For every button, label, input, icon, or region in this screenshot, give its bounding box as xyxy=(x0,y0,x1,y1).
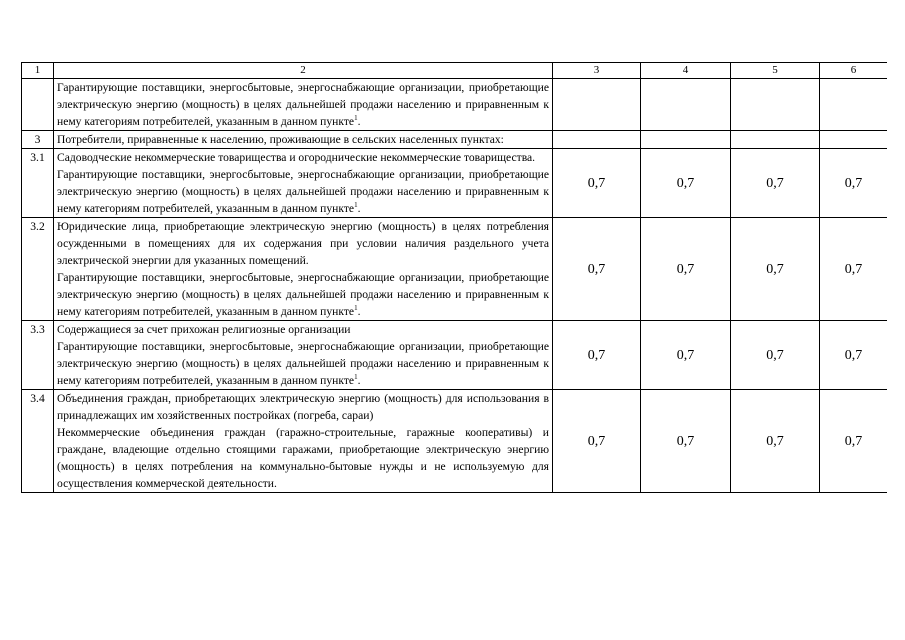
row-description xyxy=(54,79,553,131)
row-number: 3.3 xyxy=(22,321,54,390)
row-number: 3 xyxy=(22,131,54,149)
row-number xyxy=(22,79,54,131)
description-paragraph xyxy=(57,218,549,269)
description-paragraph xyxy=(57,166,549,217)
value-cell-col-4: 0,7 xyxy=(641,390,731,493)
footnote-mark: 1 xyxy=(354,304,358,312)
paragraph-text: Потребители, приравненные к населению, проживающие в сельских населенных пунктах: xyxy=(57,133,504,146)
description-paragraph xyxy=(57,131,549,148)
row-number: 3.4 xyxy=(22,390,54,493)
value-cell-col-3: 0,7 xyxy=(553,321,641,390)
header-col-1: 1 xyxy=(22,63,54,79)
description-paragraph xyxy=(57,321,549,338)
header-row xyxy=(22,63,888,79)
paragraph-text: Садоводческие некоммерческие товарищества и огороднические некоммерческие товарищества. xyxy=(57,151,536,164)
value-cell-col-4 xyxy=(641,79,731,131)
paragraph-text: Некоммерческие объединения граждан (гаражно-строительные, гаражные кооперативы) и граждане, владеющие отдельно стоящими гаражами, приобретающие электрическую энергию (мощность) в целях потребления на коммунально-бытовые нужды и не используемую для осуществления коммерческой деятельности. xyxy=(57,426,549,490)
header-col-6: 6 xyxy=(820,63,888,79)
value-cell-col-4: 0,7 xyxy=(641,149,731,218)
value-cell-col-6: 0,7 xyxy=(820,390,888,493)
paragraph-text: Юридические лица, приобретающие электрическую энергию (мощность) в целях потребления осужденными в помещениях для их содержания при условии наличия раздельного учета электрической энергии для указанных помещений. xyxy=(57,220,549,267)
description-paragraph xyxy=(57,424,549,492)
value-cell-col-5: 0,7 xyxy=(731,321,820,390)
row-number: 3.1 xyxy=(22,149,54,218)
table-row xyxy=(22,218,888,321)
value-cell-col-6 xyxy=(820,79,888,131)
value-cell-col-4 xyxy=(641,131,731,149)
value-cell-col-5: 0,7 xyxy=(731,218,820,321)
value-cell-col-3 xyxy=(553,79,641,131)
value-cell-col-4: 0,7 xyxy=(641,321,731,390)
tariff-table xyxy=(21,62,887,493)
row-description xyxy=(54,321,553,390)
table-row xyxy=(22,149,888,218)
footnote-mark: 1 xyxy=(354,114,358,122)
value-cell-col-4: 0,7 xyxy=(641,218,731,321)
paragraph-text: Гарантирующие поставщики, энергосбытовые, энергоснабжающие организации, приобретающие электрическую энергию (мощность) в целях дальнейшей продажи населению и приравненным к нему категориям потребителей, указанным в данном пункте xyxy=(57,271,549,318)
table-row xyxy=(22,390,888,493)
value-cell-col-3: 0,7 xyxy=(553,390,641,493)
value-cell-col-6: 0,7 xyxy=(820,218,888,321)
value-cell-col-6 xyxy=(820,131,888,149)
description-paragraph xyxy=(57,79,549,130)
row-description xyxy=(54,218,553,321)
header-col-3: 3 xyxy=(553,63,641,79)
value-cell-col-3: 0,7 xyxy=(553,149,641,218)
value-cell-col-5: 0,7 xyxy=(731,149,820,218)
paragraph-tail: . xyxy=(357,202,361,215)
header-col-5: 5 xyxy=(731,63,820,79)
value-cell-col-6: 0,7 xyxy=(820,149,888,218)
description-paragraph xyxy=(57,149,549,166)
value-cell-col-6: 0,7 xyxy=(820,321,888,390)
paragraph-tail: . xyxy=(357,115,361,128)
value-cell-col-5 xyxy=(731,131,820,149)
row-number: 3.2 xyxy=(22,218,54,321)
table-row xyxy=(22,321,888,390)
value-cell-col-5: 0,7 xyxy=(731,390,820,493)
paragraph-text: Содержащиеся за счет прихожан религиозные организации xyxy=(57,323,351,336)
header-col-4: 4 xyxy=(641,63,731,79)
document-page xyxy=(21,62,887,607)
paragraph-text: Гарантирующие поставщики, энергосбытовые, энергоснабжающие организации, приобретающие электрическую энергию (мощность) в целях дальнейшей продажи населению и приравненным к нему категориям потребителей, указанным в данном пункте xyxy=(57,168,549,215)
value-cell-col-3 xyxy=(553,131,641,149)
paragraph-tail: . xyxy=(357,374,361,387)
value-cell-col-3: 0,7 xyxy=(553,218,641,321)
paragraph-text: Гарантирующие поставщики, энергосбытовые, энергоснабжающие организации, приобретающие электрическую энергию (мощность) в целях дальнейшей продажи населению и приравненным к нему категориям потребителей, указанным в данном пункте xyxy=(57,340,549,387)
footnote-mark: 1 xyxy=(354,201,358,209)
paragraph-text: Гарантирующие поставщики, энергосбытовые, энергоснабжающие организации, приобретающие электрическую энергию (мощность) в целях дальнейшей продажи населению и приравненным к нему категориям потребителей, указанным в данном пункте xyxy=(57,81,549,128)
description-paragraph xyxy=(57,269,549,320)
description-paragraph xyxy=(57,390,549,424)
description-paragraph xyxy=(57,338,549,389)
table-row xyxy=(22,79,888,131)
row-description xyxy=(54,131,553,149)
header-col-2: 2 xyxy=(54,63,553,79)
table-row xyxy=(22,131,888,149)
row-description xyxy=(54,149,553,218)
row-description xyxy=(54,390,553,493)
paragraph-text: Объединения граждан, приобретающих электрическую энергию (мощность) для использования в принадлежащих им хозяйственных постройках (погреба, сараи) xyxy=(57,392,549,422)
footnote-mark: 1 xyxy=(354,373,358,381)
value-cell-col-5 xyxy=(731,79,820,131)
paragraph-tail: . xyxy=(357,305,361,318)
